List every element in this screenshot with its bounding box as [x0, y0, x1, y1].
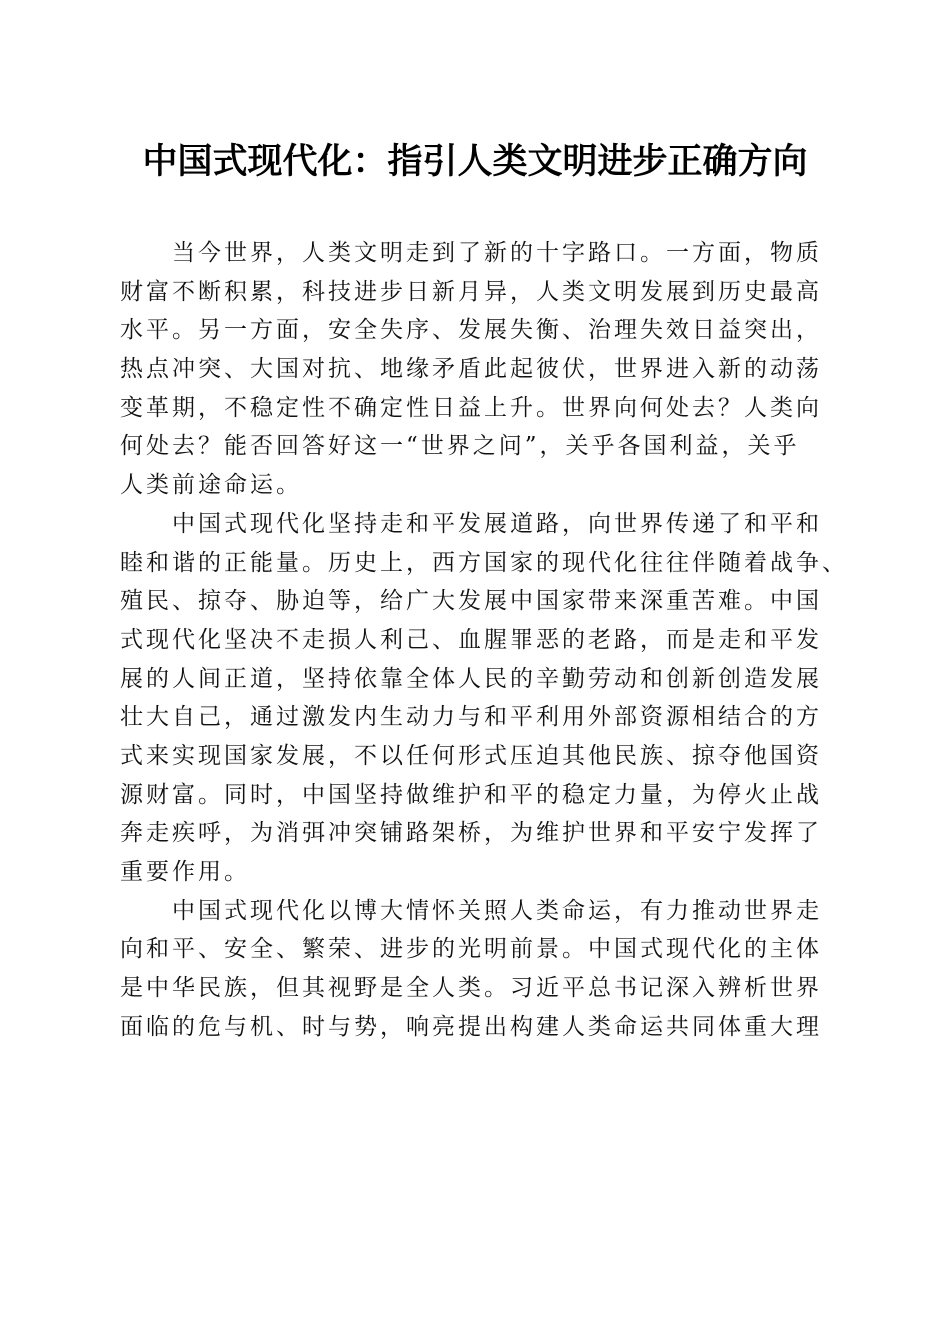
paragraph-line: 是中华民族，但其视野是全人类。习近平总书记深入辨析世界	[120, 975, 822, 1002]
paragraph-line: 重要作用。	[120, 859, 250, 885]
paragraph-line: 式来实现国家发展，不以任何形式压迫其他民族、掠夺他国资	[120, 742, 822, 769]
paragraph-line: 展的人间正道，坚持依靠全体人民的辛勤劳动和创新创造发展	[120, 665, 822, 692]
paragraph-line: 源财富。同时，中国坚持做维护和平的稳定力量，为停火止战	[120, 781, 822, 808]
paragraph-line: 向和平、安全、繁荣、进步的光明前景。中国式现代化的主体	[120, 936, 822, 963]
paragraph-line: 人类前途命运。	[120, 472, 302, 499]
paragraph-line: 何处去？能否回答好这一“世界之问”，关乎各国利益，关乎	[120, 433, 800, 460]
paragraph-line: 当今世界，人类文明走到了新的十字路口。一方面，物质	[172, 240, 822, 266]
paragraph-line: 热点冲突、大国对抗、地缘矛盾此起彼伏，世界进入新的动荡	[120, 356, 822, 383]
paragraph-line: 水平。另一方面，安全失序、发展失衡、治理失效日益突出，	[120, 317, 822, 344]
paragraph-line: 睦和谐的正能量。历史上，西方国家的现代化往往伴随着战争、	[120, 549, 848, 576]
article-body	[120, 234, 848, 1046]
paragraph-line: 中国式现代化坚持走和平发展道路，向世界传递了和平和	[172, 510, 822, 537]
paragraph-line: 式现代化坚决不走损人利己、血腥罪恶的老路，而是走和平发	[120, 626, 822, 653]
paragraph-line: 变革期，不稳定性不确定性日益上升。世界向何处去？人类向	[120, 394, 822, 421]
paragraph-2	[120, 505, 848, 892]
paragraph-line: 财富不断积累，科技进步日新月异，人类文明发展到历史最高	[120, 278, 822, 305]
paragraph-line: 殖民、掠夺、胁迫等，给广大发展中国家带来深重苦难。中国	[120, 588, 822, 615]
paragraph-line: 中国式现代化以博大情怀关照人类命运，有力推动世界走	[172, 897, 822, 924]
paragraph-line: 奔走疾呼，为消弭冲突铺路架桥，为维护世界和平安宁发挥了	[120, 820, 822, 847]
paragraph-line: 壮大自己，通过激发内生动力与和平利用外部资源相结合的方	[120, 704, 822, 731]
page-title: 中国式现代化：指引人类文明进步正确方向	[142, 141, 808, 182]
paragraph-1	[120, 234, 830, 505]
paragraph-line: 面临的危与机、时与势，响亮提出构建人类命运共同体重大理	[120, 1013, 822, 1040]
paragraph-3	[120, 892, 830, 1047]
